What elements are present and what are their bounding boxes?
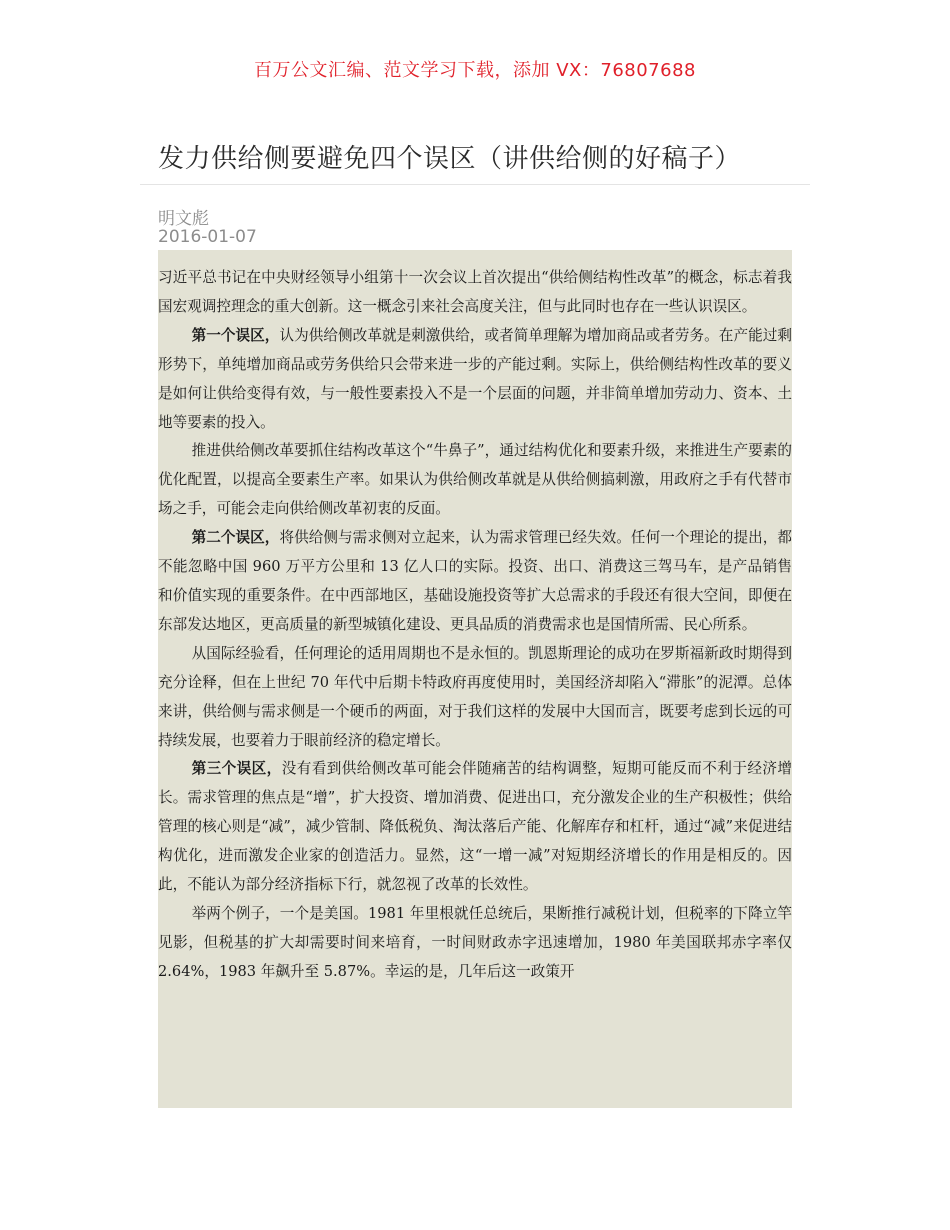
article-paragraph [158, 900, 792, 987]
article-paragraph [158, 640, 792, 756]
promo-banner: 百万公文汇编、范文学习下载，添加 VX：76807688 [254, 60, 696, 81]
paragraph-text: 习近平总书记在中央财经领导小组第十一次会议上首次提出“供给侧结构性改革”的概念，标志着我国宏观调控理念的重大创新。这一概念引来社会高度关注，但与此同时也存在一些认识误区。 [158, 269, 792, 315]
article-paragraph [158, 437, 792, 524]
publish-date: 2016-01-07 [158, 227, 257, 247]
article-paragraph [158, 524, 792, 640]
author-name: 明文彪 [158, 209, 209, 229]
paragraph-lead: 第三个误区， [191, 760, 282, 778]
paragraph-lead: 第二个误区， [191, 529, 280, 547]
paragraph-text: 将供给侧与需求侧对立起来，认为需求管理已经失效。任何一个理论的提出，都不能忽略中国 960 万平方公里和 13 亿人口的实际。投资、出口、消费这三驾马车，是产品销售和价值实现的重要条件。在中西部地区，基础设施投资等扩大总需求的手段还有很大空间，即便在东部发达地区，更高质量的新型城镇化建设、更具品质的消费需求也是国情所需、民心所系。 [158, 529, 792, 633]
article-paragraph [158, 755, 792, 900]
paragraph-text: 认为供给侧改革就是刺激供给，或者简单理解为增加商品或者劳务。在产能过剩形势下，单纯增加商品或劳务供给只会带来进一步的产能过剩。实际上，供给侧结构性改革的要义是如何让供给变得有效，与一般性要素投入不是一个层面的问题，并非简单增加劳动力、资本、土地等要素的投入。 [158, 326, 792, 431]
page-title: 发力供给侧要避免四个误区（讲供给侧的好稿子） [158, 144, 742, 174]
paragraph-text: 从国际经验看，任何理论的适用周期也不是永恒的。凯恩斯理论的成功在罗斯福新政时期得到充分诠释，但在上世纪 70 年代中后期卡特政府再度使用时，美国经济却陷入“滞胀”的泥潭。总体来讲，供给侧与需求侧是一个硬币的两面，对于我们这样的发展中大国而言，既要考虑到长远的可持续发展，也要着力于眼前经济的稳定增长。 [158, 644, 792, 749]
paragraph-text: 举两个例子，一个是美国。1981 年里根就任总统后，果断推行减税计划，但税率的下降立竿见影，但税基的扩大却需要时间来培育，一时间财政赤字迅速增加，1980 年美国联邦赤字率仅 2.64%，1983 年飙升至 5.87%。幸运的是，几年后这一政策开 [158, 904, 792, 980]
article-paragraph [158, 322, 792, 438]
title-divider [140, 184, 810, 185]
article-body [158, 250, 792, 1108]
article-paragraph [158, 264, 792, 322]
paragraph-text: 推进供给侧改革要抓住结构改革这个“牛鼻子”，通过结构优化和要素升级，来推进生产要素的优化配置，以提高全要素生产率。如果认为供给侧改革就是从供给侧搞刺激，用政府之手有代替市场之手，可能会走向供给侧改革初衷的反面。 [158, 442, 792, 518]
paragraph-text: 没有看到供给侧改革可能会伴随痛苦的结构调整，短期可能反而不利于经济增长。需求管理的焦点是“增”，扩大投资、增加消费、促进出口，充分激发企业的生产积极性；供给管理的核心则是“减”，减少管制、降低税负、淘汰落后产能、化解库存和杠杆，通过“减”来促进结构优化，进而激发企业家的创造活力。显然，这“一增一减”对短期经济增长的作用是相反的。因此，不能认为部分经济指标下行，就忽视了改革的长效性。 [158, 760, 792, 894]
paragraph-lead: 第一个误区， [191, 326, 280, 344]
